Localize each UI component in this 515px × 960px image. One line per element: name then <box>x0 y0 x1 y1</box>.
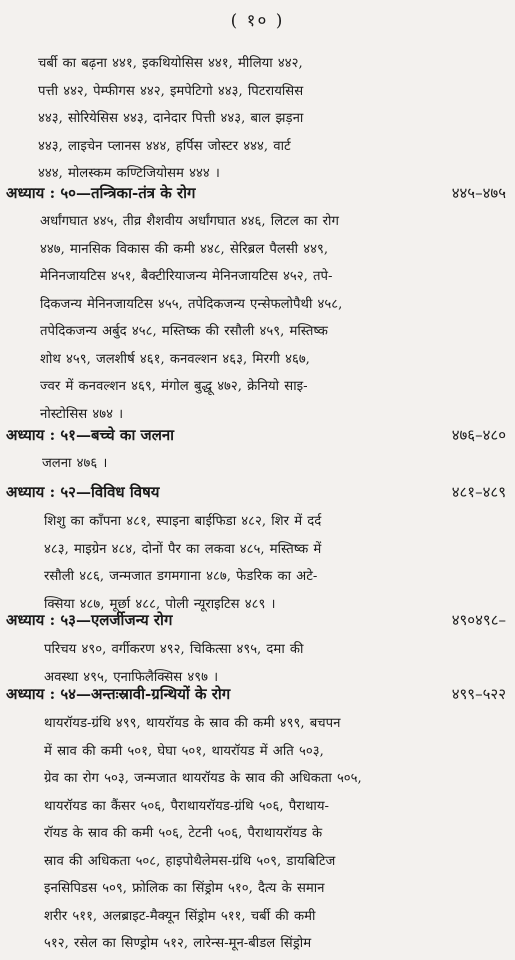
entry-line: ४८३, माइग्रेन ४८४, दोनों पैर का लकवा ४८५, मस्तिष्क में <box>44 541 322 557</box>
entry-line: में स्राव की कमी ५०१, घेघा ५०१, थायरॉयड में अति ५०३, <box>44 743 324 759</box>
chapter-heading <box>6 425 506 449</box>
entry-line: स्राव की अधिकता ५०८, हाइपोथैलेमस-ग्रंथि ५०९, डायबिटिज <box>44 853 336 869</box>
entry-line: परिचय ४९०, वर्गीकरण ४९२, चिकित्सा ४९५, दमा की <box>44 642 304 657</box>
entry-line: क्सिया ४८७, मूर्छा ४८८, पोली न्यूराइटिस ४८९ । <box>44 596 276 612</box>
entry-line: चर्बी का बढ़ना ४४१, इकथियोसिस ४४१, मीलिया ४४२, <box>38 56 303 71</box>
entry-line: शरीर ५११, अलब्राइट-मैक्यून सिंड्रोम ५११, चर्बी की कमी <box>44 908 316 924</box>
chapter-entries <box>44 636 506 691</box>
entry-line: ज्वर में कनवल्शन ४६९, मंगोल बुद्धू ४७२, क्रेनियो साइ- <box>40 379 308 394</box>
entry-line: थायरॉयड का कैंसर ५०६, पैराथायरॉयड-ग्रंथि ५०६, पैराथाय- <box>44 798 329 814</box>
entry-line: इनसिपिडस ५०९, फ्रोलिक का सिंड्रोम ५१०, दैत्य के समान <box>44 881 325 896</box>
chapter-page-range: ४९९–५२२ <box>451 685 506 703</box>
chapter-page-range: ४९०४९८– <box>451 611 506 629</box>
entry-line: ४४३, सोरियेसिस ४४३, दानेदार पित्ती ४४३, बाल झड़ना <box>38 111 304 126</box>
chapter-title: अध्याय : ५१—बच्चे का जलना <box>6 426 175 444</box>
entry-line: नोस्टोसिस ४७४ । <box>40 406 124 422</box>
entry-line: तपेदिकजन्य अर्बुद ४५८, मस्तिष्क की रसौली ४५९, मस्तिष्क <box>40 324 328 339</box>
entry-line: शिशु का काँपना ४८१, स्पाइना बाईफिडा ४८२, शिर में दर्द <box>44 514 322 529</box>
entry-line: मेनिनजायटिस ४५१, बैक्टीरियाजन्य मेनिनजायटिस ४५२, तपे- <box>40 269 333 284</box>
chapter-heading <box>6 610 506 634</box>
chapter-title: अध्याय : ५३—एलर्जीजन्य रोग <box>6 611 173 629</box>
entry-line: अर्धांगघात ४४५, तीव्र शैशवीय अर्धांगघात ४४६, लिटल का रोग <box>40 214 339 229</box>
entry-line: दिकजन्य मेनिनजायटिस ४५५, तपेदिकजन्य एन्सेफलोपैथी ४५८, <box>40 296 343 312</box>
page-number: ( १० ) <box>230 11 285 31</box>
chapter-page-range: ४७६–४८० <box>451 426 506 444</box>
entry-line: अवस्था ४९५, एनाफिलैक्सिस ४९७ । <box>44 669 219 685</box>
entry-line: ग्रेव का रोग ५०३, जन्मजात थायरॉयड के स्राव की अधिकता ५०५, <box>44 771 362 786</box>
chapter-page-range: ४८१–४८९ <box>451 483 506 501</box>
chapter-heading <box>6 482 506 506</box>
entry-line: ४४३, लाइचेन प्लानस ४४४, हर्पिस जोस्टर ४४४, वार्ट <box>38 138 291 154</box>
entry-line: ५१२, रसेल का सिण्ड्रोम ५१२, लारेन्स-मून-बीडल सिंड्रोम <box>44 936 312 951</box>
chapter-entries <box>42 450 506 478</box>
entry-line: रॉयड के स्राव की कमी ५०६, टेटनी ५०६, पैराथायरॉयड के <box>44 826 323 841</box>
entry-line: ४४४, मोलस्कम कण्टिजियोसम ४४४ । <box>38 166 220 181</box>
entry-line: शोथ ४५९, जलशीर्ष ४६१, कनवल्शन ४६३, मिरगी ४६७, <box>40 351 310 367</box>
chapter-entries <box>44 710 506 958</box>
chapter-entries <box>40 208 506 428</box>
chapter-heading <box>6 684 506 708</box>
entry-line: जलना ४७६ । <box>42 456 108 471</box>
intro-entries <box>38 50 506 188</box>
chapter-page-range: ४४५–४७५ <box>451 184 506 202</box>
entry-line: पत्ती ४४२, पेम्फीगस ४४२, इमपेटिगो ४४३, पिटरायसिस <box>38 83 304 99</box>
chapter-title: अध्याय : ५२—विविध विषय <box>6 483 160 501</box>
chapter-title: अध्याय : ५०—तन्त्रिका-तंत्र के रोग <box>6 184 196 202</box>
entry-line: रसौली ४८६, जन्मजात डगमगाना ४८७, फेडरिक का अटे- <box>44 569 318 584</box>
chapter-entries <box>44 508 506 618</box>
entry-line: थायरॉयड-ग्रंथि ४९९, थायरॉयड के स्राव की कमी ४९९, बचपन <box>44 716 341 731</box>
chapter-heading <box>6 183 506 207</box>
entry-line: ४४७, मानसिक विकास की कमी ४४८, सेरिब्रल पैलसी ४४९, <box>40 241 329 257</box>
chapter-title: अध्याय : ५४—अन्तःस्रावी-ग्रन्थियों के रोग <box>6 685 231 703</box>
